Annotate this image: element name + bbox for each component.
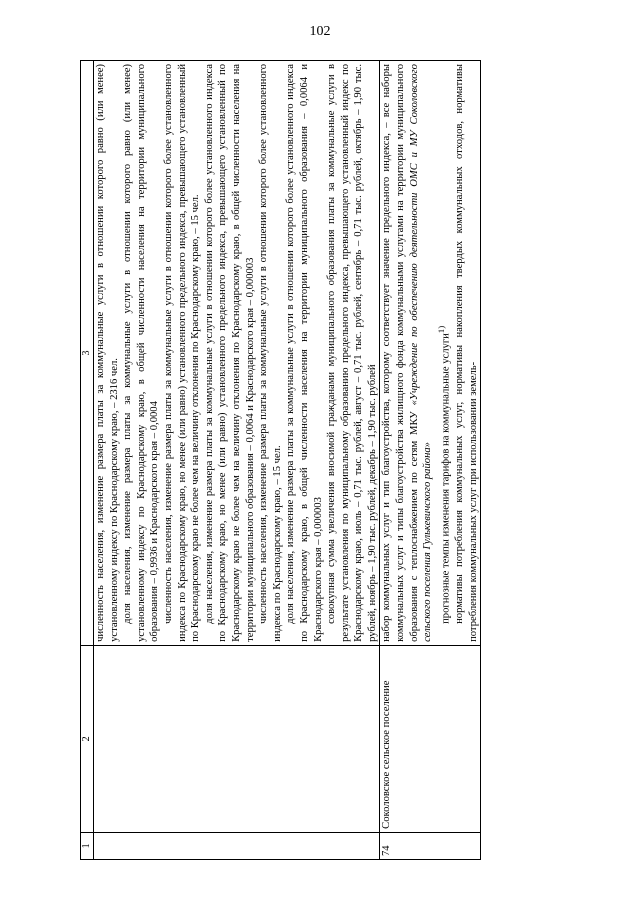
page-number: 102: [309, 24, 331, 39]
paragraph: доля населения, изменение размера платы за коммунальные услуги в отношении которого более установленного индекса по Краснодарскому краю, но менее (или равно) установленного предельного индекса, превышающего установленный по Краснодарскому краю не более чем на величину отклонения по Краснодарскому краю, в общей численности населения на территории муниципального образования – 0,0064 и Краснодарского края – 0,000003: [203, 64, 256, 642]
paragraph: доля населения, изменение размера платы за коммунальные услуги в отношении которого равно (или менее) установленному индексу по Краснодарскому краю, в общей численности населения на территории муниципального образования – 0,9936 и Краснодарского края – 0,0004: [122, 64, 161, 642]
paragraph: численность населения, изменение размера платы за коммунальные услуги в отношении которого более установленного индекса по Краснодарскому краю, но менее (или равно) установленного предельного индекса, превышающего установленный по Краснодарскому краю не более чем на величину отклонения по Краснодарскому краю, – 15 чел.: [162, 64, 202, 642]
table-row-74: [380, 61, 481, 860]
paragraph: совокупная сумма увеличения вносимой гражданами муниципального образования платы за коммунальные услуги в результате установления по муниципальному образованию предельного индекса, превышающего установленный индекс по Краснодарскому краю, июль – 0,71 тыс. рублей, август – 0,71 тыс. рублей, сентябрь – 0,71 тыс. рублей, октябрь – 1,90 тыс. рублей, ноябрь – 1,90 тыс. рублей, декабрь – 1,90 тыс. рублей: [326, 64, 378, 642]
organization-name: «Учреждение по обеспечению деятельности ОМС и МУ Соколовского сельского поселения Гулькевичского района»: [408, 64, 434, 642]
paragraph: [435, 64, 453, 642]
rotated-table-area: [80, 60, 580, 860]
table-row-continuation: [94, 61, 380, 860]
paragraph: численность населения, изменение размера платы за коммунальные услуги в отношении которого равно (или менее) установленному индексу по Краснодарскому краю, – 2316 чел.: [95, 64, 120, 642]
paragraph: доля населения, изменение размера платы за коммунальные услуги в отношении которого более установленного индекса по Краснодарскому краю, в общей численности населения на территории муниципального образования – 0,0064 и Краснодарского края – 0,000003: [285, 64, 324, 642]
paragraph: [380, 64, 434, 642]
header-col-1: 1: [81, 832, 94, 859]
description-cell: [94, 61, 380, 646]
paragraph-text: набор коммунальных услуг и тип благоустройства, которому соответствует значение предельного индекса, – все наборы коммунальных услуг и типы благоустройства жилищного фонда коммунальными услугами на территории муниципального образования с теплоснабжением по сетям МКУ: [381, 64, 420, 642]
data-table: [80, 60, 481, 860]
paragraph: нормативы потребления коммунальных услуг, нормативы накопления твердых коммунальных отходов, нормативы потребления коммунальных услуг при использовании земель-: [453, 64, 479, 642]
table-header-row: [81, 61, 94, 860]
row-number: 74: [380, 832, 481, 859]
header-col-3: 3: [81, 61, 94, 646]
footnote-mark: 1): [435, 325, 446, 334]
settlement-name: Соколовское сельское поселение: [380, 645, 481, 832]
paragraph-text: прогнозные темпы изменения тарифов на коммунальные услуги: [440, 333, 452, 624]
description-cell: [380, 61, 481, 646]
row-number-cell: [94, 832, 380, 859]
paragraph: численность населения, изменение размера платы за коммунальные услуги в отношении которого более установленного индекса по Краснодарскому краю, – 15 чел.: [258, 64, 283, 642]
header-col-2: 2: [81, 645, 94, 832]
settlement-cell: [94, 645, 380, 832]
